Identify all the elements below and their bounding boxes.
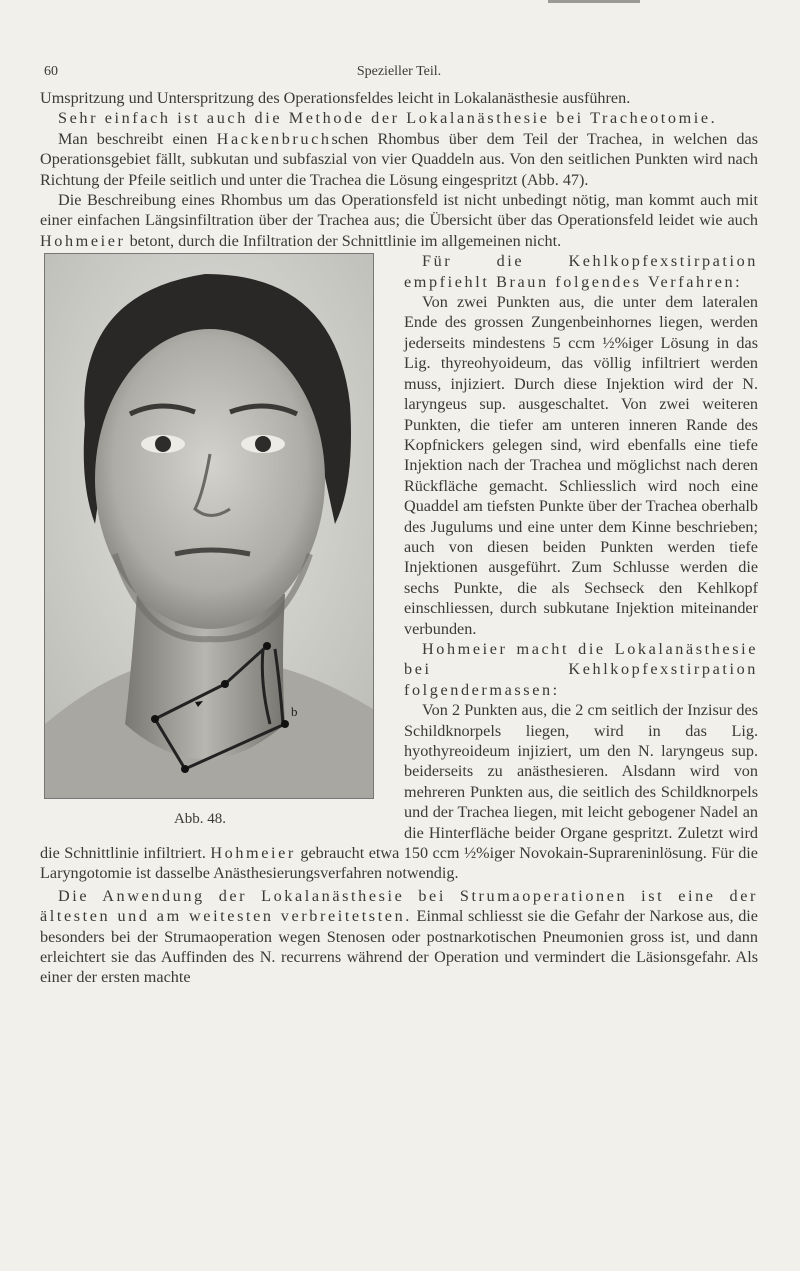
text-run: Man beschreibt einen — [58, 129, 217, 148]
author-name: Hohmeier — [40, 231, 126, 250]
neck-photograph-illustration — [45, 254, 373, 798]
top-edge-rule — [548, 0, 640, 3]
author-name: Hackenbruch — [216, 129, 332, 148]
paragraph-longitudinal-infiltration — [40, 190, 758, 251]
figure-caption: Abb. 48. — [173, 811, 227, 828]
page-number: 60 — [44, 64, 58, 79]
book-page — [40, 60, 758, 988]
author-name: Hohmeier — [210, 844, 296, 863]
text-run: schen Rhombus über dem Teil der Trachea, in welchen das Operationsgebiet fällt, subkutan und subfaszial von vier Quaddeln aus. Von den seitlichen Punkten wird nach Richtung der Pfeile seitlich und unter die Trachea die Lösung eingespritzt (Abb. 47). — [40, 129, 759, 189]
figure-photo — [44, 253, 374, 799]
page-header — [40, 60, 758, 88]
fraction: ½% — [463, 844, 490, 863]
running-title: Spezieller Teil. — [356, 64, 442, 79]
paragraph-struma — [40, 886, 758, 988]
text-run: Von 2 Punkten aus, die 2 cm seitlich der Inzisur des Schildknorpels liegen, wird in das Lig. hyothyreoideum injiziert, um den N. laryngeus sup. beiderseits zu anästhesieren. Alsdann wird von mehreren Punkten aus, die seitlich des Schildknorpels und der Trachea liegen, mit leicht gebogener Nadel an die Hinterfläche beider Organe gespritzt. Zuletzt wird die Schnittlinie infiltriert. — [40, 701, 758, 863]
text-run: Einmal schliesst sie die Gefahr der Narkose aus, die besonders bei der Strumaoperation wegen Stenosen oder postnarkotischen Pneumonien gross ist, und dann erleichtert sie das Auffinden des N. recurrens während der Operation und vermindert die Läsionsgefahr. Als einer der ersten machte — [40, 907, 758, 987]
spaced-text: Die Anwendung der Lokalanästhesie bei Strumaoperationen ist eine der ältesten und am weitesten verbreitetsten. — [40, 886, 758, 926]
fraction: ½% — [602, 333, 629, 352]
text-run: iger Lösung in das Lig. thyreohyoideum, das völlig infiltriert werden muss, injiziert. Durch diese Injektion wird der N. laryngeus sup. ausgeschaltet. Von zwei weiteren Punkten, die tiefer am unteren inneren Rande des Kopfnickers gelegen sind, wird ebenfalls eine tiefe Injektion nach der Trachea und möglichst nach deren Rückfläche gemacht. Schliesslich wird noch eine Quaddel am tiefsten Punkte über der Trachea oberhalb des Jugulums und eine unter dem Kinne beschrieben; auch von diesen beiden Punkten werden tiefe Injektionen ausgeführt. Zum Schlusse werden die sechs Punkte, die als Sechseck den Kehlkopf einschliessen, durch subkutane Injektion miteinander verbunden. — [404, 333, 758, 638]
text-run: gebraucht etwa 150 ccm — [295, 844, 464, 863]
figure-label-b: b — [291, 704, 298, 720]
text-run: iger Novokain-Suprareninlösung. Für die Laryngotomie ist dasselbe Anästhesierungsverfahren notwendig. — [40, 844, 758, 883]
spaced-text: Sehr einfach ist auch die Methode der Lokalanästhesie bei Tracheotomie. — [58, 109, 718, 128]
figure-48 — [44, 253, 382, 828]
text-run: Von zwei Punkten aus, die unter dem lateralen Ende des grossen Zungenbeinhornes liegen, werden jederseits mindestens 5 ccm — [404, 293, 758, 352]
spaced-text: Für die Kehlkopfexstirpation empfiehlt Braun folgendes Verfahren: — [404, 252, 758, 291]
text-run: Die Beschreibung eines Rhombus um das Operationsfeld ist nicht unbedingt nötig, man kommt auch mit einer einfachen Längsinfiltration über der Trachea aus; die Übersicht über das Operationsfeld leidet wie auch — [40, 191, 758, 230]
paragraph-tracheotomy — [40, 108, 758, 128]
text-run: betont, durch die Infiltration der Schnittlinie im allgemeinen nicht. — [125, 231, 562, 250]
spaced-text: Hohmeier macht die Lokalanästhesie bei Kehlkopfexstirpation folgendermassen: — [404, 639, 758, 699]
paragraph-1: Umspritzung und Unterspritzung des Operationsfeldes leicht in Lokalanästhesie ausführen. — [40, 89, 631, 107]
paragraph-rhombus — [40, 129, 758, 190]
